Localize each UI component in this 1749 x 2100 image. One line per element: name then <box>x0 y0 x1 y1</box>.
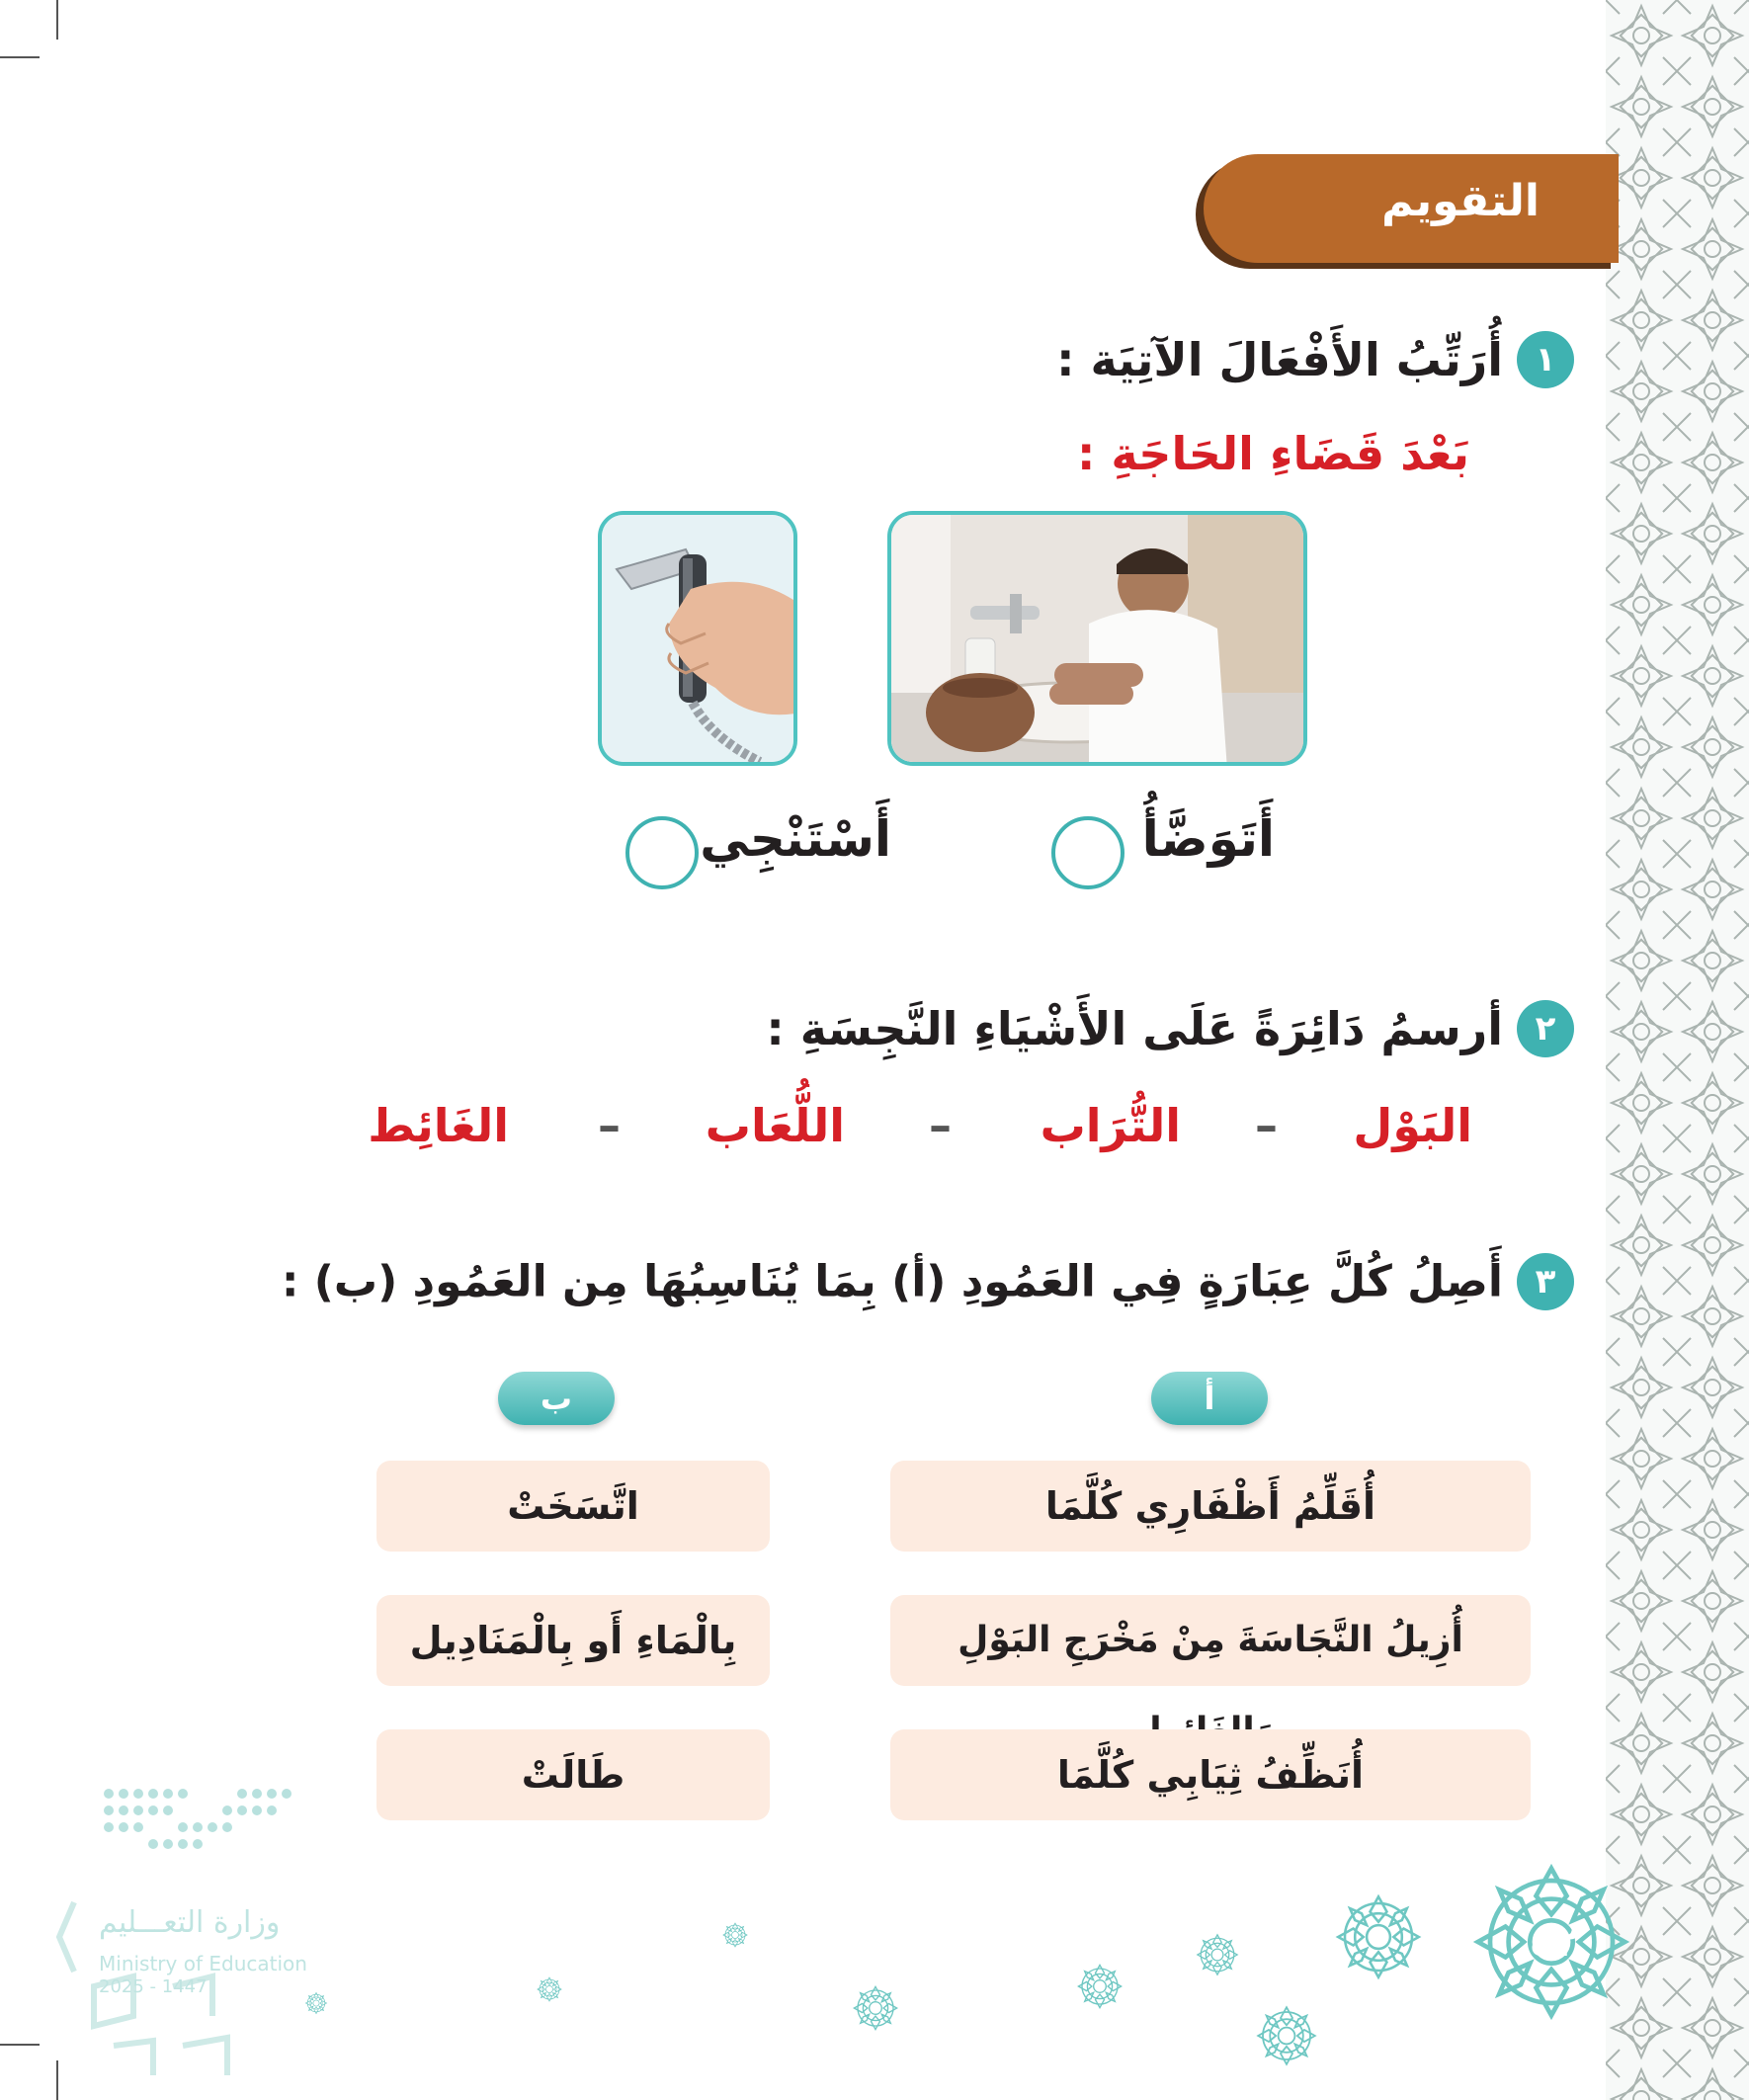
boy-washing-hands-icon <box>891 515 1307 766</box>
question-2-text: أرسمُ دَائِرَةً عَلَى الأَشْيَاءِ النَّجِسَةِ : <box>766 1002 1503 1055</box>
photo-boy-washing-hands <box>887 511 1307 766</box>
impure-item-saliva[interactable]: اللُّعَاب <box>705 1099 845 1152</box>
question-number-badge: ٣ <box>1517 1253 1574 1310</box>
separator: – <box>929 1099 952 1152</box>
crop-mark <box>56 0 58 40</box>
order-circle-wudu[interactable] <box>1051 816 1124 889</box>
page-number: ٤٢ <box>1529 1917 1580 1966</box>
separator: – <box>598 1099 621 1152</box>
photo-hand-holding-sprayer <box>598 511 797 766</box>
ministry-name-arabic: وزارة التعـــليم <box>99 1905 281 1940</box>
column-b-item[interactable]: بِالْمَاءِ أَو بِالْمَنَادِيل <box>376 1595 770 1686</box>
column-b-item[interactable]: طَالَتْ <box>376 1729 770 1820</box>
column-b-tag: ب <box>498 1372 615 1425</box>
ministry-year: 2025 - 1447 <box>99 1976 208 1997</box>
question-2 <box>766 1000 1574 1057</box>
column-b-item[interactable]: اتَّسَخَتْ <box>376 1461 770 1552</box>
impure-item-feces[interactable]: الغَائِط <box>368 1099 509 1152</box>
ministry-name-english: Ministry of Education <box>99 1952 307 1975</box>
impure-item-soil[interactable]: التُّرَاب <box>1040 1099 1181 1152</box>
option-wudu-label: أَتَوَضَّأُ <box>1141 810 1275 868</box>
column-a-item[interactable]: أُنَظِّفُ ثِيَابِي كُلَّمَا <box>890 1729 1531 1820</box>
order-circle-istinja[interactable] <box>625 816 699 889</box>
question-number-badge: ٢ <box>1517 1000 1574 1057</box>
geometric-pattern-icon <box>1606 0 1749 2100</box>
question-3-text: أَصِلُ كُلَّ عِبَارَةٍ فِي العَمُودِ (أ) بِمَا يُنَاسِبُهَا مِن العَمُودِ (ب) : <box>281 1256 1503 1307</box>
crop-mark <box>0 56 40 58</box>
separator: – <box>1255 1099 1278 1152</box>
option-istinja-label: أَسْتَنْجِي <box>700 810 891 868</box>
impure-item-urine[interactable]: البَوْل <box>1353 1099 1472 1152</box>
section-title: التقويم <box>1381 176 1540 226</box>
question-3 <box>282 1253 1574 1310</box>
bidet-sprayer-icon <box>602 515 797 766</box>
section-header-banner <box>1204 154 1619 263</box>
column-a-tag: أ <box>1151 1372 1268 1425</box>
question-number-badge: ١ <box>1517 331 1574 388</box>
decorative-pattern-strip <box>1606 0 1749 2100</box>
question-1-subtitle: بَعْدَ قَضَاءِ الحَاجَةِ : <box>1077 427 1469 480</box>
column-a-item[interactable]: أُقَلِّمُ أَظْفَارِي كُلَّمَا <box>890 1461 1531 1552</box>
question-1-text: أُرَتِّبُ الأَفْعَالَ الآتِيَة : <box>1056 333 1503 386</box>
column-a-item[interactable]: أُزِيلُ النَّجَاسَةَ مِنْ مَخْرَجِ البَوْلِ <box>890 1595 1531 1686</box>
question-1 <box>1056 331 1574 388</box>
